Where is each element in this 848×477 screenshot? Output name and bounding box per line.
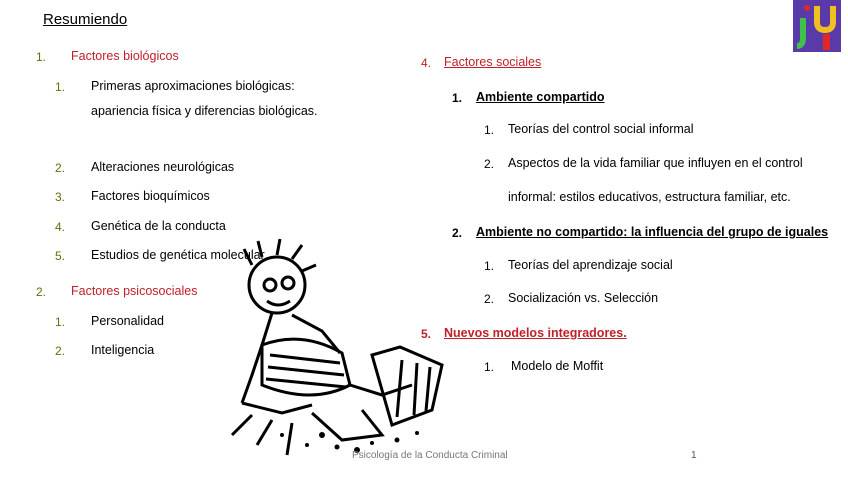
list-item-number: 4. — [55, 220, 66, 234]
list-item-continuation: informal: estilos educativos, estructura familiar, etc. — [508, 190, 791, 204]
list-item: Genética de la conducta — [91, 219, 226, 233]
section-4-number: 4. — [421, 56, 432, 70]
subsection-2-heading: Ambiente no compartido: la influencia del grupo de iguales — [476, 225, 829, 239]
list-item: Teorías del aprendizaje social — [508, 258, 673, 272]
list-item: Alteraciones neurológicas — [91, 160, 235, 174]
list-item-number: 1. — [484, 259, 495, 273]
list-item-number: 1. — [55, 80, 66, 94]
section-2-heading: Factores psicosociales — [71, 284, 198, 298]
subsection-1-heading: Ambiente compartido — [476, 90, 605, 104]
list-item: Teorías del control social informal — [508, 122, 694, 136]
list-item-number: 2. — [55, 344, 66, 358]
list-item-number: 3. — [55, 190, 66, 204]
list-item: Personalidad — [91, 314, 164, 328]
list-item-number: 1. — [484, 123, 495, 137]
list-item: Socialización vs. Selección — [508, 291, 659, 305]
cartoon-illustration — [222, 235, 467, 465]
section-2-number: 2. — [36, 285, 47, 299]
subsection-2-number: 2. — [452, 226, 463, 240]
list-item: Inteligencia — [91, 343, 155, 357]
section-5-number: 5. — [421, 327, 432, 341]
list-item-number: 2. — [55, 161, 66, 175]
subsection-1-number: 1. — [452, 91, 463, 105]
list-item-number: 5. — [55, 249, 66, 263]
list-item: Aspectos de la vida familiar que influyen en el control — [508, 156, 803, 170]
footer-text: Psicología de la Conducta Criminal — [352, 450, 508, 461]
list-item-number: 2. — [484, 292, 495, 306]
logo — [793, 0, 841, 52]
list-item: Modelo de Moffit — [511, 359, 604, 373]
section-4-heading: Factores sociales — [444, 55, 542, 69]
section-1-heading: Factores biológicos — [71, 49, 179, 63]
slide-title: Resumiendo — [43, 11, 128, 28]
list-item-number: 2. — [484, 157, 495, 171]
list-item: Primeras aproximaciones biológicas: apariencia física y diferencias biológicas. — [91, 79, 318, 118]
section-5-heading: Nuevos modelos integradores. — [444, 326, 627, 340]
list-item-number: 1. — [55, 315, 66, 329]
list-item: Factores bioquímicos — [91, 189, 210, 203]
list-item-number: 1. — [484, 360, 495, 374]
section-1-number: 1. — [36, 50, 47, 64]
list-item: Estudios de genética molecular — [91, 248, 265, 262]
page-number: 1 — [691, 450, 697, 461]
